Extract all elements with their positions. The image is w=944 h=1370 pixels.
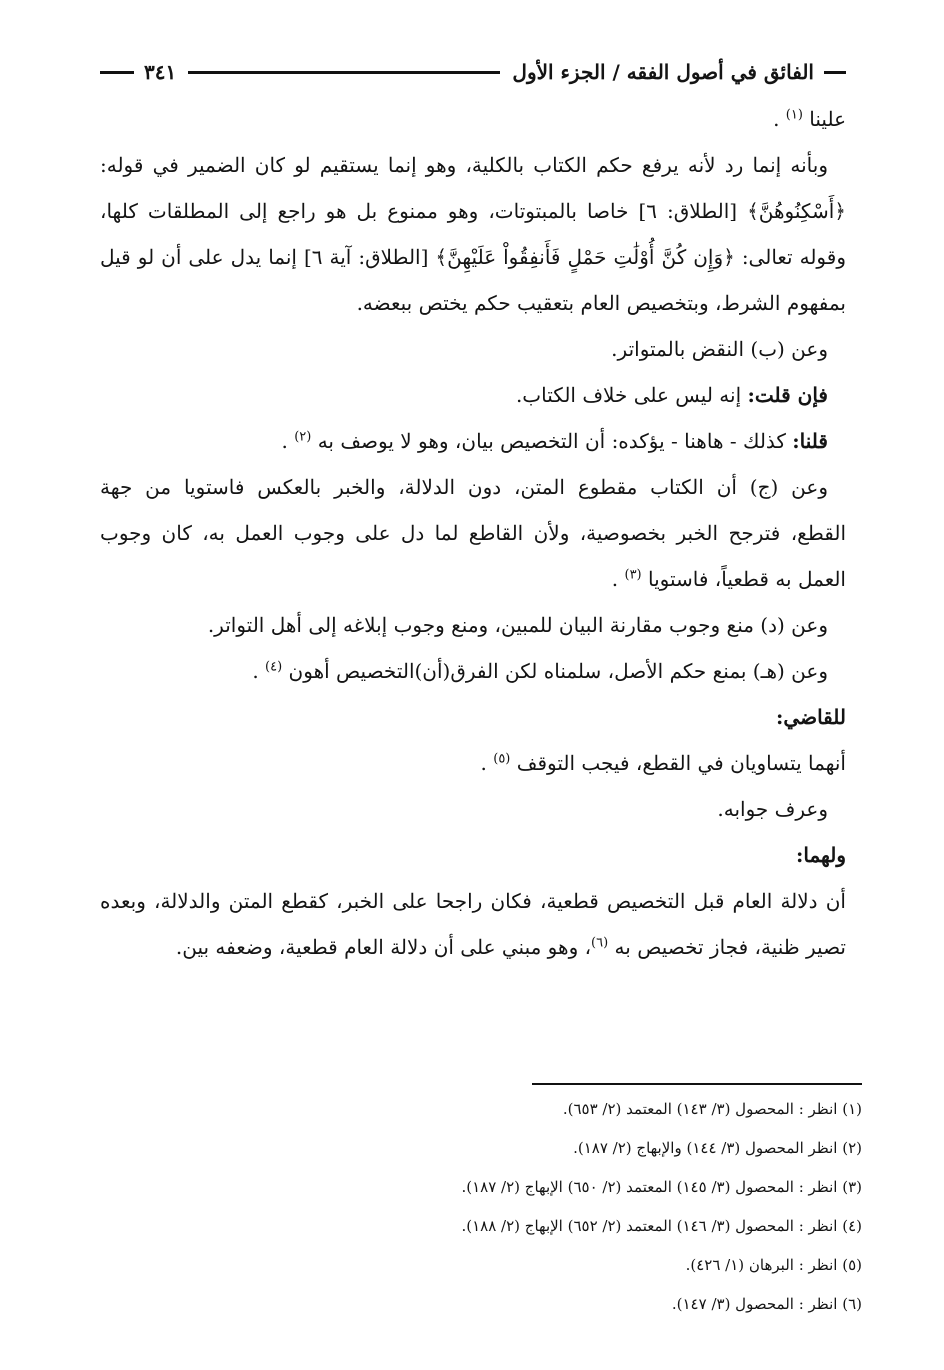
text-line-3: ﴿أَسْكِنُوهُنَّ﴾ [الطلاق: ٦] خاصا بالمبتوتات، وهو ممنوع بل هو راجع إلى المطلقات كلها، — [100, 199, 846, 223]
footnote-ref-4: (٤) — [265, 659, 283, 675]
text-fragment: . — [773, 107, 780, 131]
main-text — [100, 96, 846, 970]
text-line-2: وبأنه إنما رد لأنه يرفع حكم الكتاب بالكلية، وهو إنما يستقيم لو كان الضمير في قوله: — [100, 153, 828, 177]
objection-label: فإن قلت: — [747, 383, 828, 407]
footnote-ref-3: (٣) — [624, 567, 642, 583]
footnote-ref-1: (١) — [785, 107, 803, 123]
footnotes — [330, 1090, 862, 1324]
footnote-ref-5: (٥) — [493, 751, 511, 767]
footnote-ref-2: (٢) — [294, 429, 312, 445]
text-fragment: العمل به قطعياً، فاستويا — [647, 567, 846, 591]
text-line-4: وقوله تعالى: ﴿وَإِن كُنَّ أُوْلَٰتِ حَمْلٍ فَأَنفِقُواْ عَلَيْهِنَّ﴾ [الطلاق: آية ٦] إنما يدل على أن لو قيل — [100, 245, 846, 269]
text-line-1 — [100, 96, 846, 142]
text-line-16: وعرف جوابه. — [717, 797, 828, 821]
text-fragment: إنه ليس على خلاف الكتاب. — [515, 383, 748, 407]
page-number: ٣٤١ — [144, 60, 177, 84]
text-line-7 — [100, 372, 846, 418]
text-fragment: . — [252, 659, 259, 683]
section-heading-qadi: للقاضي: — [776, 705, 846, 729]
footnote-3: (٣) انظر : المحصول (٣/ ١٤٥) المعتمد (٢/ ٦٥٠) الإبهاج (٢/ ١٨٧). — [461, 1178, 862, 1196]
text-fragment: علينا — [809, 107, 846, 131]
footnote-4: (٤) انظر : المحصول (٣/ ١٤٦) المعتمد (٢/ ٦٥٢) الإبهاج (٢/ ١٨٨). — [461, 1217, 862, 1235]
header-rule-left — [100, 71, 134, 74]
header-rule-middle — [188, 71, 500, 74]
running-header — [100, 52, 846, 92]
footnote-ref-6: (٦) — [591, 935, 609, 951]
text-line-11 — [100, 556, 846, 602]
text-fragment: ، وهو مبني على أن دلالة العام قطعية، وضعفه بين. — [175, 935, 592, 959]
text-fragment: كذلك - هاهنا - يؤكده: أن التخصيص بيان، وهو لا يوصف به — [317, 429, 793, 453]
reply-label: قلنا: — [792, 429, 828, 453]
text-fragment: أنهما يتساويان في القطع، فيجب التوقف — [516, 751, 846, 775]
text-line-19 — [100, 924, 846, 970]
footnote-1: (١) انظر : المحصول (٣/ ١٤٣) المعتمد (٢/ ٦٥٣). — [562, 1100, 862, 1118]
footnote-2: (٢) انظر المحصول (٣/ ١٤٤) والإبهاج (٢/ ١٨٧). — [573, 1139, 862, 1157]
text-fragment: . — [281, 429, 288, 453]
footnote-5: (٥) انظر : البرهان (١/ ٤٢٦). — [685, 1256, 862, 1274]
text-line-6: وعن (ب) النقض بالمتواتر. — [611, 337, 828, 361]
text-fragment: وعن (هـ) بمنع حكم الأصل، سلمناه لكن الفرق(أن)التخصيص أهون — [288, 659, 828, 683]
text-line-13 — [100, 648, 846, 694]
text-line-9: وعن (ج) أن الكتاب مقطوع المتن، دون الدلالة، والخبر بالعكس فاستويا من جهة — [100, 475, 828, 499]
text-line-5: بمفهوم الشرط، وبتخصيص العام بتعقيب حكم يختص ببعضه. — [356, 291, 846, 315]
section-heading-lahuma: ولهما: — [795, 843, 846, 867]
footnote-separator — [532, 1083, 862, 1085]
text-fragment: تصير ظنية، فجاز تخصيص به — [614, 935, 846, 959]
footnote-6: (٦) انظر : المحصول (٣/ ١٤٧). — [671, 1295, 862, 1313]
book-title: الفائق في أصول الفقه / الجزء الأول — [512, 60, 814, 84]
text-fragment: . — [480, 751, 487, 775]
text-line-10: القطع، فترجح الخبر بخصوصية، ولأن القاطع لما دل على وجوب العمل به، كان وجوب — [100, 521, 846, 545]
text-line-18: أن دلالة العام قبل التخصيص قطعية، فكان راجحا على الخبر، كقطع المتن والدلالة، وبعده — [100, 889, 846, 913]
text-line-12: وعن (د) منع وجوب مقارنة البيان للمبين، ومنع وجوب إبلاغه إلى أهل التواتر. — [207, 613, 828, 637]
text-line-15 — [100, 740, 846, 786]
header-rule-right — [824, 71, 846, 74]
text-line-8 — [100, 418, 846, 464]
text-fragment: . — [611, 567, 619, 591]
